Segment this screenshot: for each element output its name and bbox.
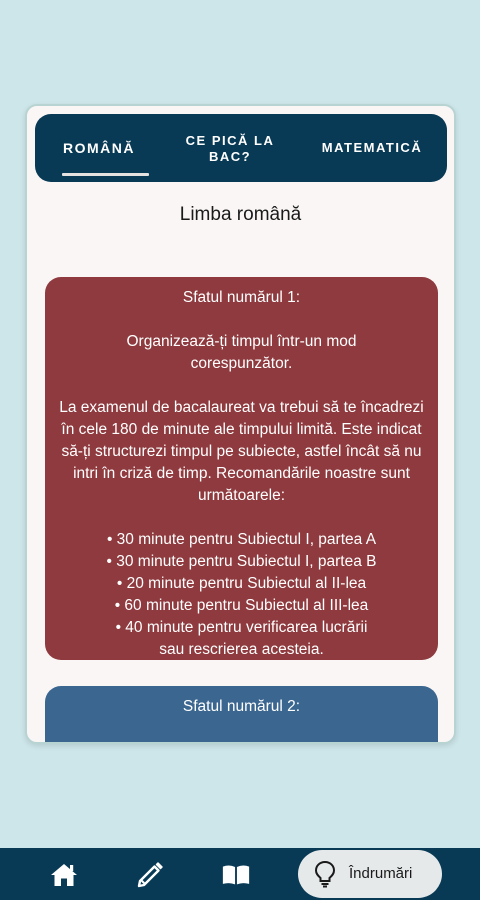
lightbulb-icon	[314, 860, 336, 888]
content-card	[25, 104, 456, 744]
tip-1-bullet: • 60 minute pentru Subiectul al III-lea	[114, 597, 369, 614]
tab-bar	[35, 114, 447, 182]
section-title: Limba română	[179, 204, 302, 225]
tab-matematica-label: MATEMATICĂ	[321, 140, 423, 155]
book-icon	[221, 862, 251, 888]
nav-learn-button[interactable]	[221, 860, 251, 890]
pencil-icon	[136, 861, 164, 889]
tip-card-1	[45, 277, 438, 660]
bottom-navigation	[0, 848, 480, 900]
nav-write-button[interactable]	[135, 860, 165, 890]
tip-1-body: La examenul de bacalaureat va trebui să te încadrezi în cele 180 de minute ale timpului limită. Este indicat să-ți structurezi timpul pe subiecte, astfel încât să nu intri în criză de timp. Recomandările noastre sunt următoarele:	[59, 399, 424, 504]
tip-1-title: Sfatul numărul 1:	[182, 289, 301, 306]
active-tab-indicator	[62, 173, 149, 176]
tab-matematica[interactable]	[297, 114, 447, 182]
tab-romana[interactable]	[35, 114, 163, 182]
tip-2-title: Sfatul numărul 2:	[182, 698, 301, 715]
nav-guidance-label: Îndrumări	[349, 865, 413, 882]
tip-1-heading: Organizează-ți timpul într-un mod corespunzător.	[126, 333, 357, 372]
home-icon	[50, 862, 78, 888]
tab-ce-pica-la-bac[interactable]	[163, 114, 297, 182]
tab-ce-pica-la-bac-label: CE PICĂ LA BAC?	[185, 133, 275, 164]
tip-card-2	[45, 686, 438, 744]
tip-1-bullet: • 30 minute pentru Subiectul I, partea A	[106, 531, 377, 548]
tip-1-bullet: • 20 minute pentru Subiectul al II-lea	[116, 575, 367, 592]
tab-romana-label: ROMÂNĂ	[63, 140, 135, 156]
tip-1-bullet: • 30 minute pentru Subiectul I, partea B	[106, 553, 377, 570]
tip-1-bullet: • 40 minute pentru verificarea lucrării sau rescrierea acesteia.	[115, 619, 368, 658]
nav-home-button[interactable]	[49, 860, 79, 890]
nav-guidance-button[interactable]	[298, 850, 442, 898]
